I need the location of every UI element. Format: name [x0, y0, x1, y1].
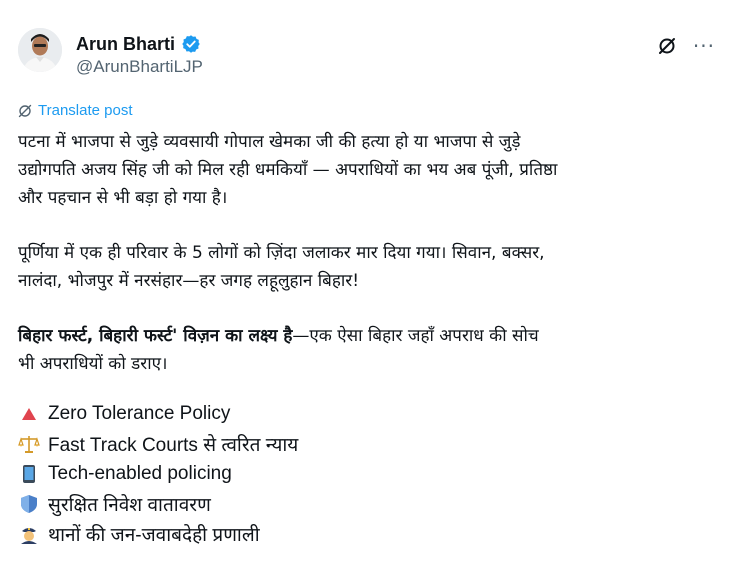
list-item	[18, 399, 723, 429]
list-item-text: Tech-enabled policing	[48, 463, 232, 484]
post-paragraph-1: पटना में भाजपा से जुड़े व्यवसायी गोपाल खेमका जी की हत्या हो या भाजपा से जुड़े उद्योगपति अजय सिंह जी को मिल रही धमकियाँ — अपराधियों का भय अब पूंजी, प्रतिष्ठा और पहचान से भी बड़ा हो गया है।	[18, 132, 558, 208]
list-item	[18, 429, 723, 459]
handle[interactable]: @ArunBhartiLJP	[76, 57, 203, 76]
list-item-text: Zero Tolerance Policy	[48, 403, 231, 424]
grok-icon[interactable]	[657, 36, 677, 56]
list-item	[18, 519, 723, 549]
warning-triangle-icon	[18, 403, 40, 425]
policy-list	[18, 399, 723, 549]
post-paragraph-3-bold: बिहार फर्स्ट, बिहारी फर्स्ट' विज़न का लक्ष्य है	[18, 326, 293, 346]
shield-icon	[18, 493, 40, 515]
list-item	[18, 489, 723, 519]
police-officer-icon	[18, 523, 40, 545]
list-item	[18, 459, 723, 489]
header-actions	[657, 36, 715, 56]
avatar[interactable]	[18, 28, 62, 72]
more-options-icon[interactable]: ···	[692, 34, 715, 58]
list-item-text: सुरक्षित निवेश वातावरण	[48, 495, 211, 516]
post-paragraph-3	[18, 322, 718, 378]
post-paragraph-3-rest: —एक ऐसा बिहार जहाँ अपराध की सोच भी अपराधियों को डराए।	[18, 326, 539, 374]
scales-icon	[18, 433, 40, 455]
display-name[interactable]: Arun Bharti	[76, 33, 175, 54]
list-item-text: Fast Track Courts से त्वरित न्याय	[48, 435, 299, 456]
translate-icon	[18, 103, 32, 117]
translate-post-label: Translate post	[38, 101, 133, 119]
post-paragraph-2: पूर्णिया में एक ही परिवार के 5 लोगों को ज़िंदा जलाकर मार दिया गया। सिवान, बक्सर, नालंदा, भोजपुर में नरसंहार—हर जगह लहूलुहान बिहार!	[18, 243, 545, 291]
user-info[interactable]	[76, 33, 203, 77]
post-body	[18, 128, 718, 378]
verified-badge-icon	[181, 34, 201, 54]
list-item-text: थानों की जन-जवाबदेही प्रणाली	[48, 525, 260, 546]
mobile-phone-icon	[18, 463, 40, 485]
tweet-header	[18, 28, 723, 94]
translate-post-link[interactable]	[18, 100, 723, 120]
